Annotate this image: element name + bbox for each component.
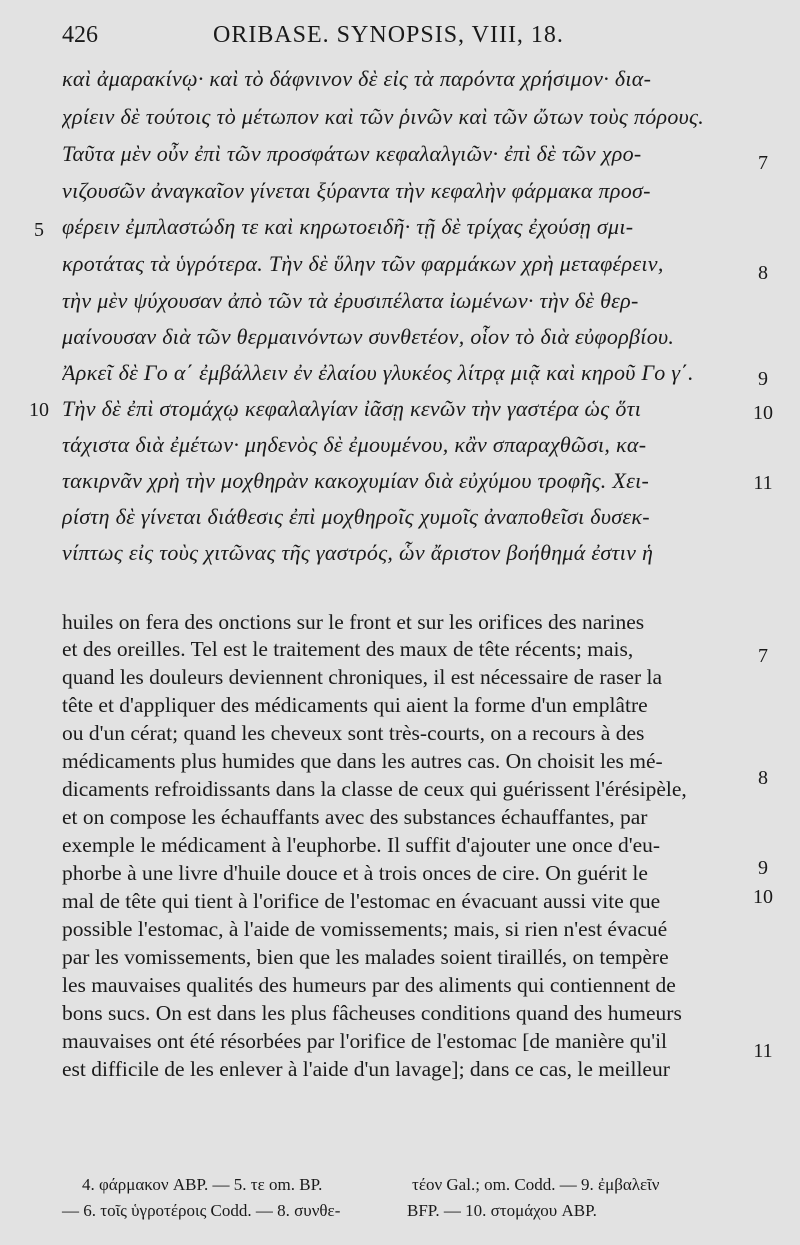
french-line: possible l'estomac, à l'aide de vomissements; mais, si rien n'est évacué bbox=[62, 917, 668, 941]
french-line: par les vomissements, bien que les malades soient tiraillés, on tempère bbox=[62, 945, 669, 969]
line-number-left: 5 bbox=[34, 219, 44, 241]
section-number-right: 11 bbox=[753, 1040, 773, 1062]
french-line: médicaments plus humides que dans les autres cas. On choisit les mé- bbox=[62, 749, 663, 773]
section-number-right: 8 bbox=[758, 767, 768, 789]
line-number-left: 10 bbox=[29, 399, 49, 421]
section-number-right: 9 bbox=[758, 368, 768, 390]
greek-line: φέρειν ἐμπλαστώδη τε καὶ κηρωτοειδῆ· τῇ δὲ τρίχας ἐχούσῃ σμι- bbox=[62, 214, 634, 239]
greek-line: Ἀρκεῖ δὲ Γο α΄ ἐμβάλλειν ἐν ἐλαίου γλυκέος λίτρᾳ μιᾷ καὶ κηροῦ Γο γ΄. bbox=[62, 360, 694, 385]
french-line: dicaments refroidissants dans la classe de ceux qui guérissent l'érésipèle, bbox=[62, 777, 687, 801]
greek-line: νίπτως εἰς τοὺς χιτῶνας τῆς γαστρός, ὧν ἄριστον βοήθημά ἐστιν ἡ bbox=[62, 540, 654, 565]
greek-line: Ταῦτα μὲν οὖν ἐπὶ τῶν προσφάτων κεφαλαλγιῶν· ἐπὶ δὲ τῶν χρο- bbox=[62, 141, 642, 166]
french-line: bons sucs. On est dans les plus fâcheuses conditions quand des humeurs bbox=[62, 1001, 682, 1025]
greek-line: τὴν μὲν ψύχουσαν ἀπὸ τῶν τὰ ἐρυσιπέλατα ἰωμένων· τὴν δὲ θερ- bbox=[62, 288, 639, 313]
footnote-line bbox=[62, 1175, 752, 1203]
footnote-left: 4. φάρμακον ABP. — 5. τε om. BP. bbox=[82, 1175, 323, 1194]
section-number-right: 8 bbox=[758, 262, 768, 284]
greek-line: καὶ ἀμαρακίνῳ· καὶ τὸ δάφνινον δὲ εἰς τὰ παρόντα χρήσιμον· δια- bbox=[62, 66, 652, 91]
french-line: est difficile de les enlever à l'aide d'un lavage]; dans ce cas, le meilleur bbox=[62, 1057, 670, 1081]
footnote-left: — 6. τοῖς ὑγροτέροις Codd. — 8. συνθε- bbox=[62, 1201, 341, 1220]
french-line: mal de tête qui tient à l'orifice de l'estomac en évacuant aussi vite que bbox=[62, 889, 661, 913]
greek-line: Τὴν δὲ ἐπὶ στομάχῳ κεφαλαλγίαν ἰᾶσῃ κενῶν τὴν γαστέρα ὡς ὅτι bbox=[62, 396, 642, 421]
greek-line: ρίστη δὲ γίνεται διάθεσις ἐπὶ μοχθηροῖς χυμοῖς ἀναποθεῖσι δυσεκ- bbox=[62, 504, 650, 529]
greek-line: τάχιστα διὰ ἐμέτων· μηδενὸς δὲ ἐμουμένου, κἂν σπαραχθῶσι, κα- bbox=[62, 432, 647, 457]
section-number-right: 9 bbox=[758, 857, 768, 879]
page-header bbox=[0, 18, 800, 54]
french-line: ou d'un cérat; quand les cheveux sont très-courts, on a recours à des bbox=[62, 721, 645, 745]
footnote-right: BFP. — 10. στομάχου ABP. bbox=[407, 1201, 597, 1220]
french-line: et des oreilles. Tel est le traitement des maux de tête récents; mais, bbox=[62, 637, 634, 661]
section-number-right: 7 bbox=[758, 645, 768, 667]
french-line: tête et d'appliquer des médicaments qui aient la forme d'un emplâtre bbox=[62, 693, 648, 717]
section-number-right: 7 bbox=[758, 152, 768, 174]
greek-line: χρίειν δὲ τούτοις τὸ μέτωπον καὶ τῶν ῥινῶν καὶ τῶν ὤτων τοὺς πόρους. bbox=[62, 104, 705, 129]
greek-line: νιζουσῶν ἀναγκαῖον γίνεται ξύραντα τὴν κεφαλὴν φάρμακα προσ- bbox=[62, 178, 651, 203]
french-line: phorbe à une livre d'huile douce et à trois onces de cire. On guérit le bbox=[62, 861, 648, 885]
section-number-right: 11 bbox=[753, 472, 773, 494]
greek-line: κροτάτας τὰ ὑγρότερα. Τὴν δὲ ὕλην τῶν φαρμάκων χρὴ μεταφέρειν, bbox=[62, 251, 664, 276]
footnote-right: τέον Gal.; om. Codd. — 9. ἐμβαλεῖν bbox=[412, 1175, 660, 1194]
section-number-right: 10 bbox=[753, 886, 773, 908]
french-line: quand les douleurs deviennent chroniques, il est nécessaire de raser la bbox=[62, 665, 662, 689]
running-head: ORIBASE. SYNOPSIS, VIII, 18. bbox=[213, 22, 564, 48]
french-line: mauvaises ont été résorbées par l'orifice de l'estomac [de manière qu'il bbox=[62, 1029, 668, 1053]
section-number-right: 10 bbox=[753, 402, 773, 424]
french-line: les mauvaises qualités des humeurs par des aliments qui contiennent de bbox=[62, 973, 676, 997]
french-line: et on compose les échauffants avec des substances échauffantes, par bbox=[62, 805, 648, 829]
french-line: exemple le médicament à l'euphorbe. Il suffit d'ajouter une once d'eu- bbox=[62, 833, 661, 857]
page-number: 426 bbox=[62, 22, 98, 48]
french-line: huiles on fera des onctions sur le front et sur les orifices des narines bbox=[62, 610, 645, 634]
footnote-line bbox=[62, 1201, 752, 1229]
greek-line: τακιρνᾶν χρὴ τὴν μοχθηρὰν κακοχυμίαν διὰ εὐχύμου τροφῆς. Χει- bbox=[62, 468, 650, 493]
greek-line: μαίνουσαν διὰ τῶν θερμαινόντων συνθετέον, οἷον τὸ διὰ εὐφορβίου. bbox=[62, 324, 675, 349]
